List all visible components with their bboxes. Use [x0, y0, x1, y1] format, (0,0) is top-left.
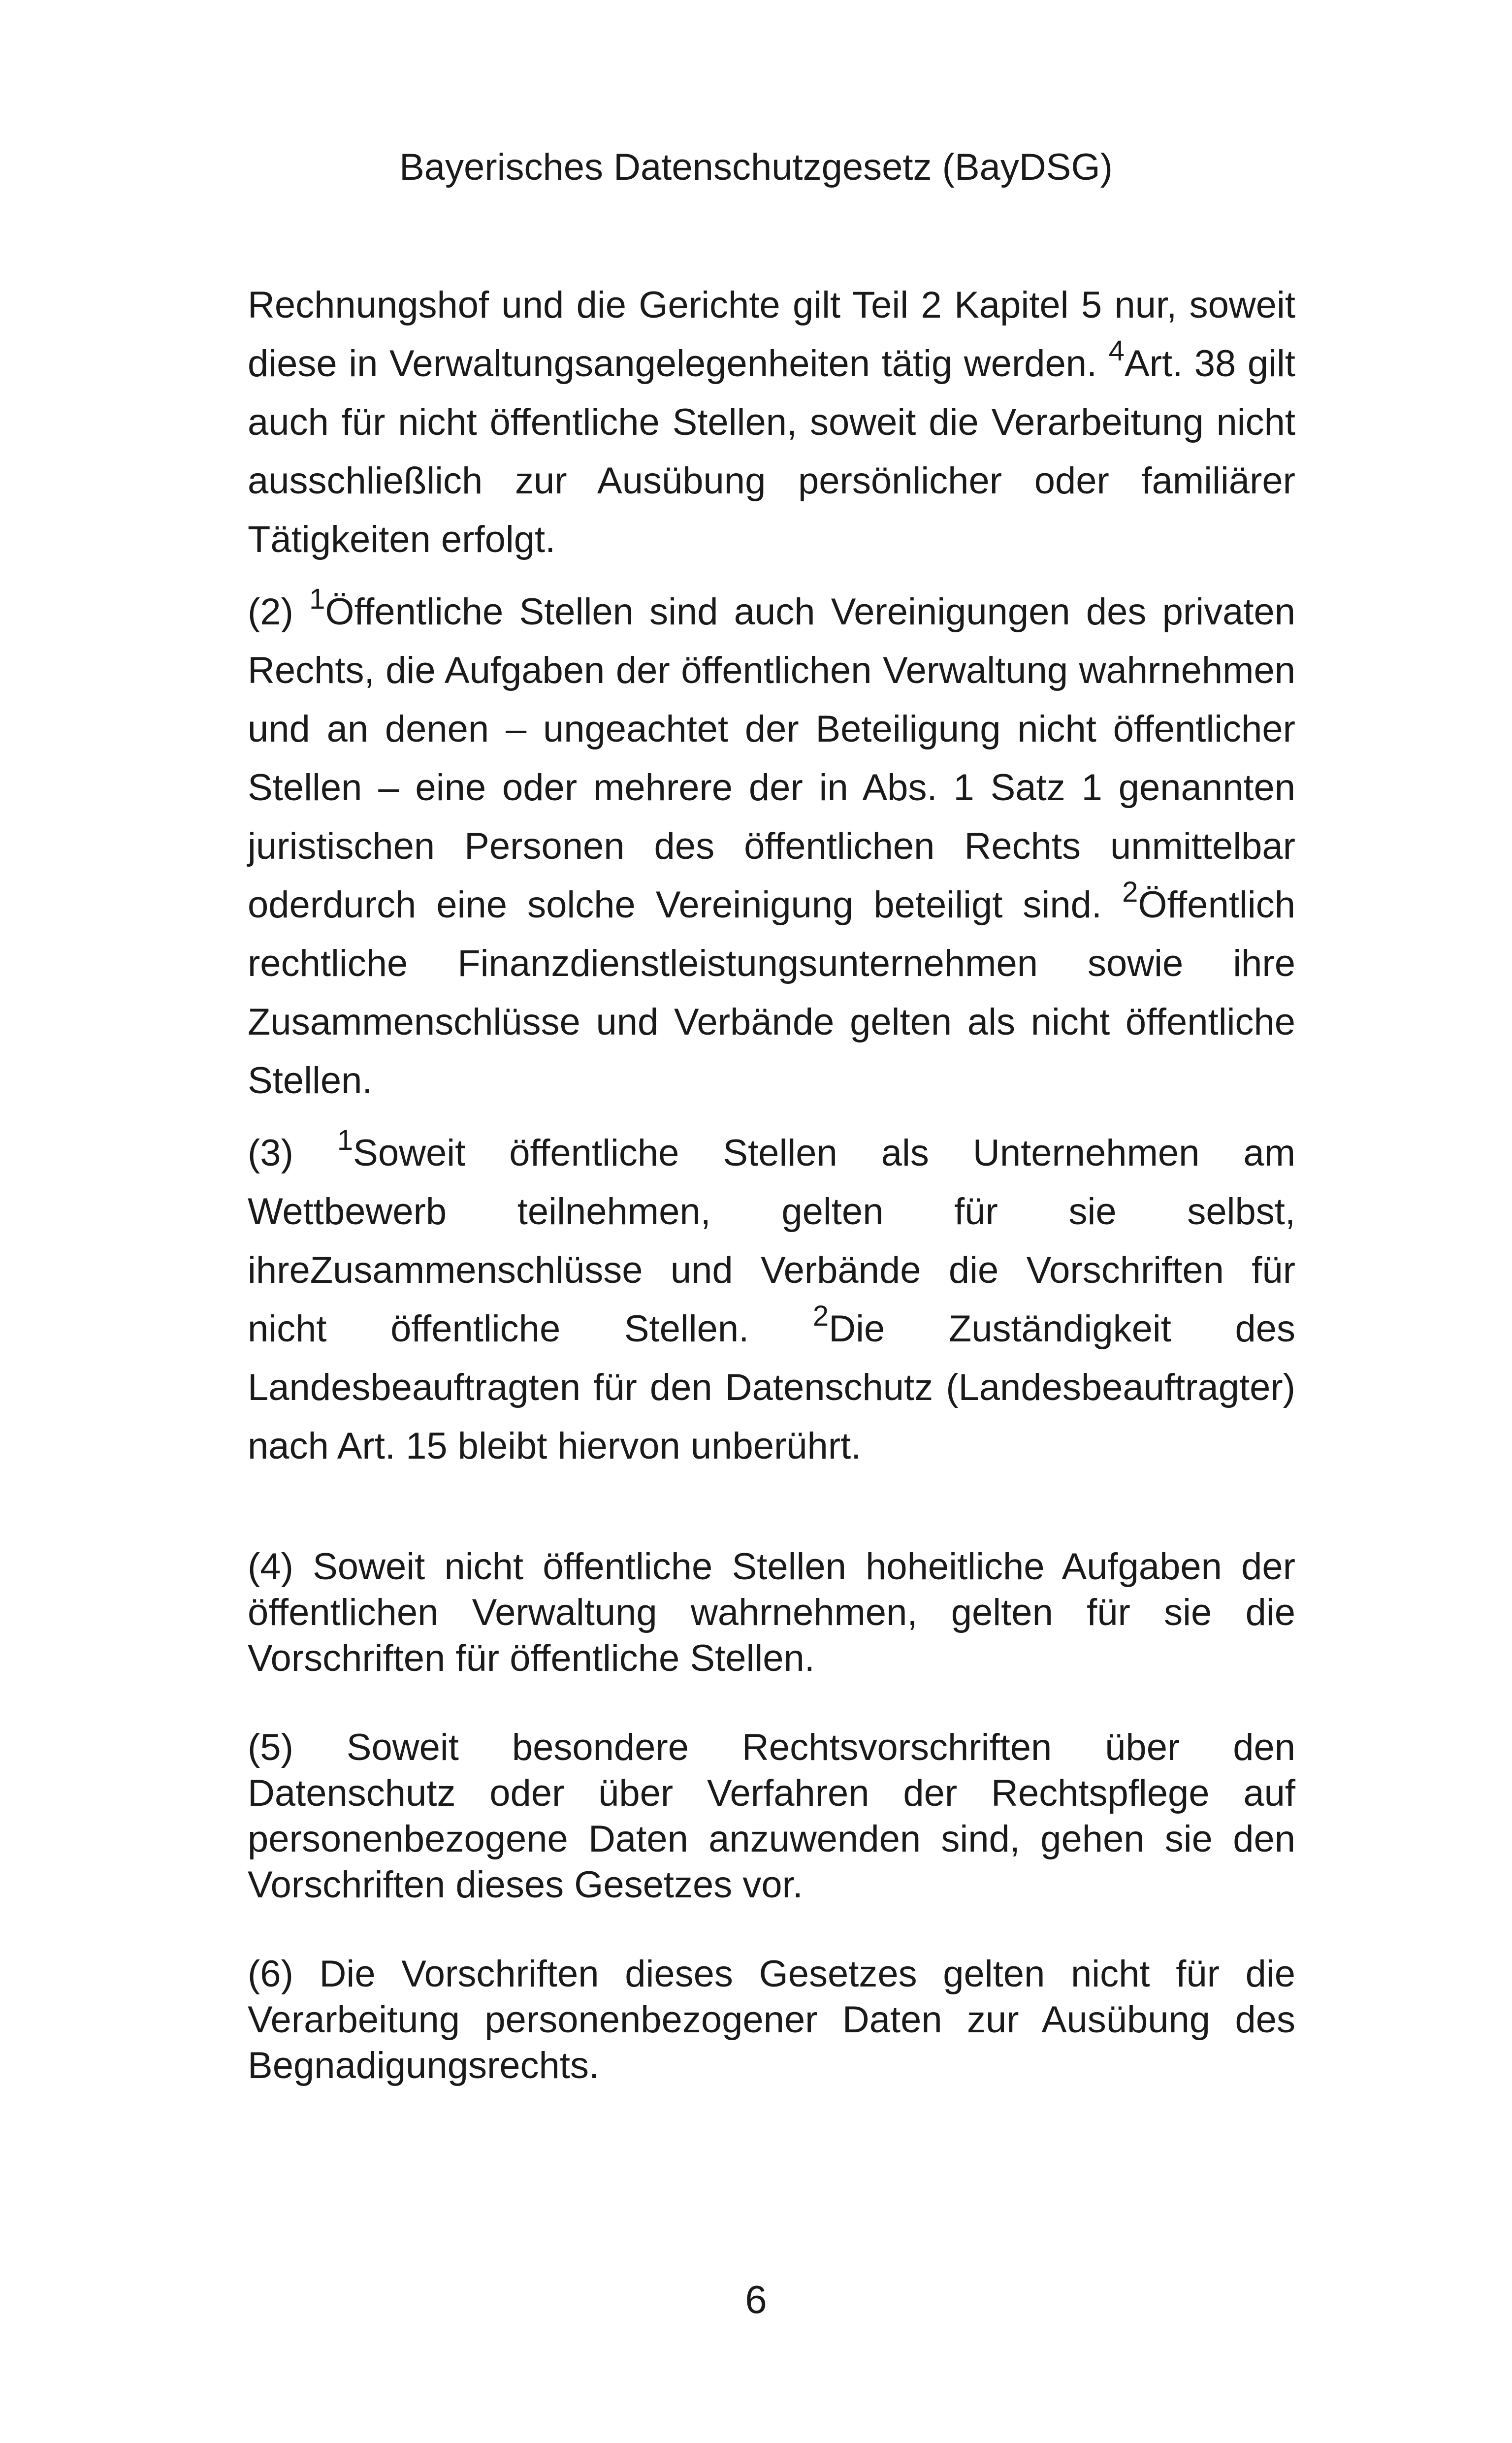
sentence-number: 2: [812, 1300, 829, 1333]
body-text-lower: [248, 1544, 1295, 2088]
paragraph-text: Öffentlich rechtliche Finanzdienstleistungsunternehmen sowie ihre Zusammenschlüsse und Verbände gelten als nicht öffentliche Stellen.: [248, 884, 1295, 1102]
paragraph-abs-2: [248, 583, 1295, 1110]
sentence-number: 1: [309, 583, 325, 616]
paragraph-abs-4: (4) Soweit nicht öffentliche Stellen hoheitliche Aufgaben der öffentlichen Verwaltung wahrnehmen, gelten für sie die Vorschriften für öffentliche Stellen.: [248, 1546, 1295, 1679]
paragraph-abs-5: (5) Soweit besondere Rechtsvorschriften über den Datenschutz oder über Verfahren der Rechtspflege auf personenbezogene Daten anzuwenden sind, gehen sie den Vorschriften dieses Gesetzes vor.: [248, 1726, 1295, 1906]
paragraph-text: Öffentliche Stellen sind auch Vereinigungen des privaten Rechts, die Aufgaben der öffentlichen Verwaltung wahrnehmen und an denen – ungeachtet der Beteiligung nicht öffentlicher Stellen – eine oder mehrere der in Abs. 1 Satz 1 genannten juristischen Personen des öffentlichen Rechts unmittelbar oderdurch eine solche Vereinigung beteiligt sind.: [248, 591, 1296, 926]
paragraph-continuation: [248, 276, 1295, 569]
paragraph-abs-3: [248, 1124, 1295, 1475]
body-text-upper: [248, 276, 1295, 1475]
sentence-number: 2: [1122, 876, 1138, 909]
running-header: Bayerisches Datenschutzgesetz (BayDSG): [399, 146, 1113, 188]
paragraph-text: Soweit öffentliche Stellen als Unternehmen am Wettbewerb teilnehmen, gelten für sie selbst, ihreZusammenschlüsse und Verbände die Vorschriften für nicht öffentliche Stellen.: [248, 1132, 1296, 1350]
paragraph-text: Art. 38 gilt auch für nicht öffentliche Stellen, soweit die Verarbeitung nicht ausschließlich zur Ausübung persönlicher oder familiärer Tätigkeiten erfolgt.: [248, 343, 1295, 560]
paragraph-abs-6: (6) Die Vorschriften dieses Gesetzes gelten nicht für die Verarbeitung personenbezogener Daten zur Ausübung des Begnadigungsrechts.: [248, 1953, 1295, 2086]
paragraph-number: (2): [248, 591, 310, 633]
page-number: 6: [745, 2278, 767, 2321]
paragraph-number: (3): [248, 1132, 337, 1174]
paragraph-text: Rechnungshof und die Gerichte gilt Teil 2 Kapitel 5 nur, soweit diese in Verwaltungsangelegenheiten tätig werden.: [248, 284, 1295, 385]
sentence-number: 4: [1108, 335, 1125, 367]
sentence-number: 1: [337, 1124, 354, 1157]
paragraph-text: Die Zuständigkeit des Landesbeauftragten für den Datenschutz (Landesbeauftragter) nach Art. 15 bleibt hiervon unberührt.: [248, 1308, 1295, 1467]
